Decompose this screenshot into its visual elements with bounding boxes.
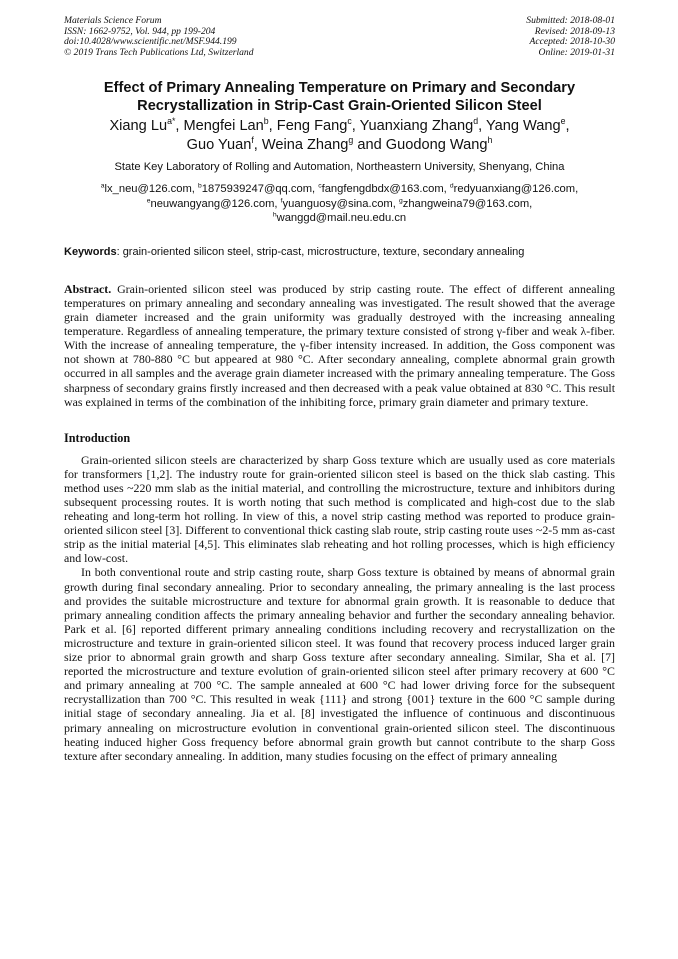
email-address: neuwangyang@126.com xyxy=(150,197,275,210)
doi-line: doi:10.4028/www.scientific.net/MSF.944.199 xyxy=(64,36,237,48)
journal-header xyxy=(64,16,615,58)
author-name: Mengfei Lan xyxy=(183,118,264,135)
email-sup: g xyxy=(398,197,403,205)
author-sup: b xyxy=(263,116,269,127)
email-list: $^a$lx_neu@126.com, $^b$1875939247@qq.com, $^c$fangfengdbdx@163.com, $^d$redyuanxiang@126.com, $^e$neuwangyang@126.com, $^f$yuanguosy@sina.com, $^g$zhangweina79@163.com, $^h$wanggd@mail.neu.edu.cn xyxy=(100,182,579,225)
affiliation: State Key Laboratory of Rolling and Automation, Northeastern University, Shenyang, China xyxy=(114,161,565,174)
author-name: Yuanxiang Zhang xyxy=(359,118,474,135)
email-address: 1875939247@qq.com xyxy=(201,183,313,196)
abstract-label: Abstract. xyxy=(64,281,112,296)
author-sup: g xyxy=(348,135,354,146)
author-sup: h xyxy=(487,135,493,146)
author-conjunction: and xyxy=(357,136,382,153)
email-sup: d xyxy=(449,182,454,190)
email-sup: f xyxy=(280,197,283,205)
author-name: Yang Wang xyxy=(485,118,561,135)
submitted-date: Submitted: 2018-08-01 xyxy=(526,15,615,26)
author-sup: f xyxy=(251,135,254,146)
keywords-label: Keywords xyxy=(64,245,117,258)
email-address: lx_neu@126.com xyxy=(104,183,192,196)
journal-name: Materials Science Forum xyxy=(64,15,162,26)
email-address: fangfengdbdx@163.com xyxy=(321,183,444,196)
introduction-paragraph: Grain-oriented silicon steels are characterized by sharp Goss texture which are usually used as core materials for transformers [1,2]. The industry route for grain-oriented silicon steel is based on the thick slab casting. This method uses ~220 mm slab as the initial material, and controlling the microstructure, texture and inhibitors during subsequent processing routes. It is worth noting that such method is complicated and high-cost due to the slab reheating and long-term hot rolling. In view of this, a novel strip casting method was reported to produce grain-oriented silicon steel [3]. Different to conventional thick casting slab route, strip casting route uses ~2-5 mm as-cast strip as the initial material [4,5]. This eliminates slab reheating and hot rolling processes, which is high efficiency and low-cost. xyxy=(64,452,615,566)
author-name: Feng Fang xyxy=(276,118,348,135)
journal-info xyxy=(64,16,254,58)
author-sup: c xyxy=(347,116,352,127)
paper-page xyxy=(64,16,615,763)
email-address: redyuanxiang@126.com xyxy=(453,183,576,196)
author-name: Guo Yuan xyxy=(186,136,252,153)
email-address: zhangweina79@163.com xyxy=(402,197,530,210)
email-sup: a xyxy=(100,182,105,190)
submission-dates xyxy=(526,16,615,58)
author-sup: a* xyxy=(167,116,176,127)
keywords-text: : grain-oriented silicon steel, strip-cast, microstructure, texture, secondary annealing xyxy=(116,245,525,258)
keywords xyxy=(64,246,615,259)
accepted-date: Accepted: 2018-10-30 xyxy=(529,36,615,48)
introduction-paragraph: In both conventional route and strip casting route, sharp Goss texture is obtained by means of abnormal grain growth during final secondary annealing. Prior to secondary annealing, the primary annealing is the last process and provides the suitable microstructure and texture for abnormal grain growth. It is reasonable to deduce that primary annealing condition affects the primary annealing behavior and further the secondary annealing behavior. Park et al. [6] reported different primary annealing conditions including recovery and recrystallization on the microstructure and texture in grain-oriented silicon steel. It was found that recovery process induced larger grain size prior to abnormal grain growth and sharp Goss texture after secondary annealing. Similar, Sha et al. [7] reported the microstructure and texture evolution of grain-oriented silicon steel after primary recovery at 600 °C and primary annealing at 700 °C. The sample annealed at 600 °C had lower driving force for the subsequent recrystallization than 700 °C. This resulted in weak {111} and strong {001} texture in the 600 °C sample during initial stage of secondary annealing. Jia et al. [8] investigated the influence of continuous and discontinuous primary annealing on microstructure evolution in conventional grain-oriented silicon steel. The discontinuous heating induced higher Goss frequency before abnormal grain growth but cannot contribute to the sharp Goss texture after secondary annealing. In addition, many studies focusing on the effect of primary annealing xyxy=(64,565,615,763)
email-sup: h xyxy=(272,211,277,219)
author-name: Xiang Lu xyxy=(109,118,168,135)
revised-date: Revised: 2018-09-13 xyxy=(534,25,615,37)
abstract-text: Grain-oriented silicon steel was produced by strip casting route. The effect of different annealing temperatures on primary annealing and secondary annealing was investigated. The result showed that the average grain diameter increased and the grain uniformity was gradually destroyed with the increasing annealing temperature. Regardless of annealing temperature, the primary texture consisted of strong γ-fiber and weak λ-fiber. With the increase of annealing temperature, the γ-fiber intensity increased. In addition, the Goss component was not shown at 780-880 °C but appeared at 980 °C. After secondary annealing, complete abnormal grain growth occurred in all samples and the average grain diameter increased with the primary annealing temperature. The Goss sharpness of secondary grains firstly increased and then decreased with a peak value obtained at 830 °C. This result was explained in terms of the combination of the inhibiting force, primary grain diameter and primary texture. xyxy=(64,281,615,409)
issn-line: ISSN: 1662-9752, Vol. 944, pp 199-204 xyxy=(64,25,216,37)
email-sup: e xyxy=(146,197,151,205)
introduction-heading: Introduction xyxy=(64,430,131,445)
author-sup: e xyxy=(560,116,566,127)
abstract xyxy=(64,282,615,409)
author-sup: d xyxy=(473,116,479,127)
paper-title: Effect of Primary Annealing Temperature on Primary and Secondary Recrystallization in Strip-Cast Grain-Oriented Silicon Steel xyxy=(103,80,576,115)
email-address: yuanguosy@sina.com xyxy=(282,197,393,210)
author-name: Weina Zhang xyxy=(261,136,349,153)
email-sup: b xyxy=(198,182,202,190)
email-sup: c xyxy=(318,182,322,190)
copyright-line: © 2019 Trans Tech Publications Ltd, Switzerland xyxy=(64,46,254,58)
online-date: Online: 2019-01-31 xyxy=(538,46,615,58)
email-address: wanggd@mail.neu.edu.cn xyxy=(276,212,407,225)
author-name: Guodong Wang xyxy=(385,136,488,153)
author-list: Xiang $Lu^{a*}$, Mengfei Lan$^b$, Feng Fang$^c$, Yuanxiang Zhang$^d$, Yang Wang$^e$, Guo Yuan$^f$, Weina Zhang$^g$ and Guodong Wang$^h$ xyxy=(109,116,570,153)
